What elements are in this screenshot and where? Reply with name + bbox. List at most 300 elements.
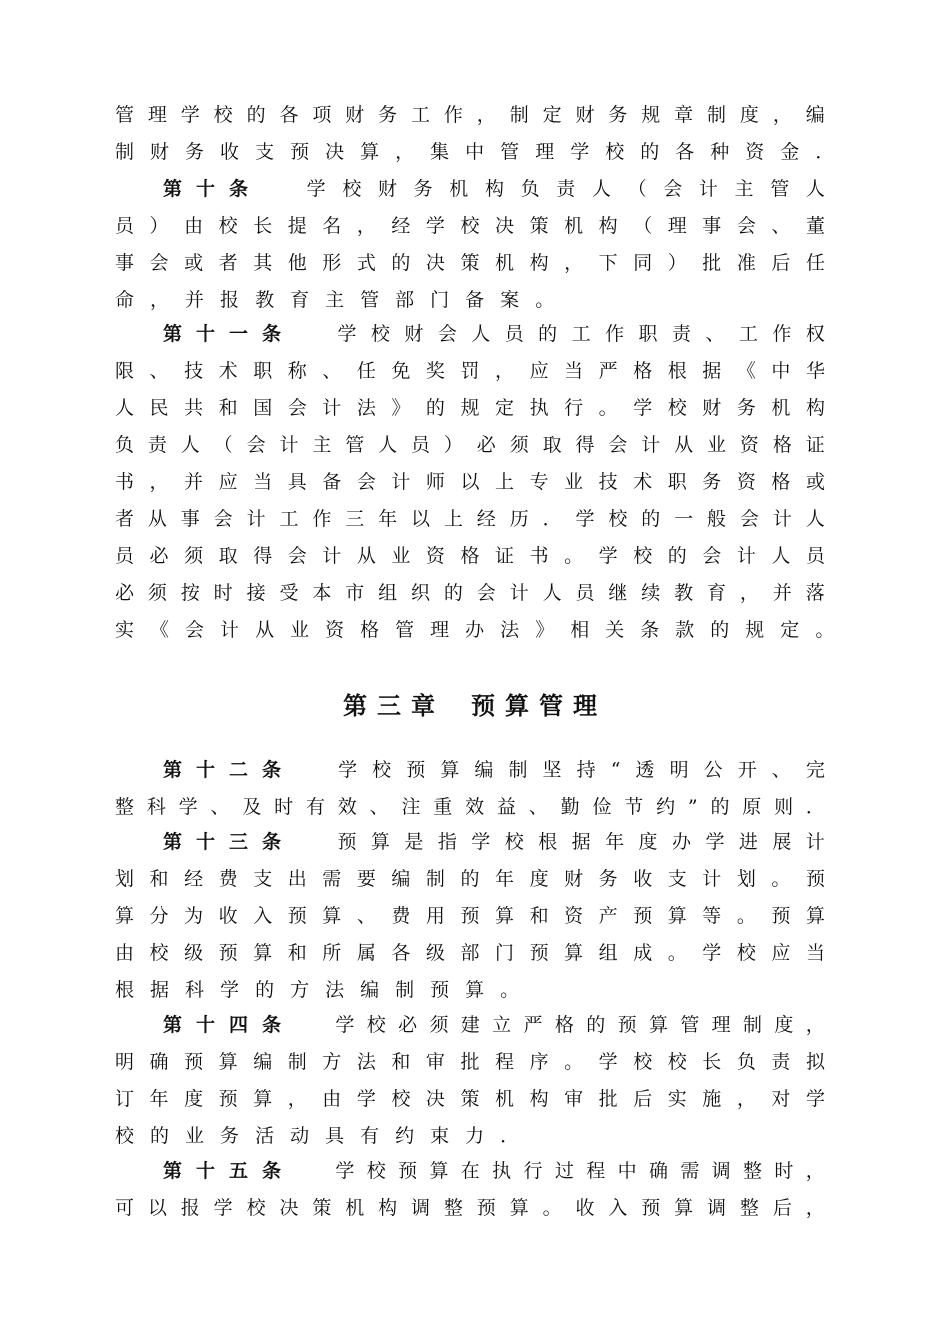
text-char: 时 <box>274 796 294 818</box>
text-char: ， <box>805 1160 825 1182</box>
text-char: 的 <box>586 1014 606 1036</box>
text-char: 束 <box>430 1125 450 1147</box>
text-char: ． <box>500 1125 520 1147</box>
text-line <box>163 828 825 856</box>
text-char: 或 <box>805 471 825 493</box>
text-char: 计 <box>702 868 722 890</box>
text-char: 决 <box>325 141 345 163</box>
text-line <box>115 542 825 570</box>
text-char: 指 <box>437 831 457 853</box>
text-char: 据 <box>150 979 170 1001</box>
text-char: 收 <box>218 905 238 927</box>
text-char: 各 <box>391 942 411 964</box>
text-char: 负 <box>736 1051 756 1073</box>
text-char: 准 <box>736 252 756 274</box>
text-char: 负 <box>520 178 540 200</box>
text-char: 算 <box>253 1088 273 1110</box>
text-char: 工 <box>738 323 758 345</box>
text-char: 和 <box>287 942 307 964</box>
text-char: 的 <box>460 868 480 890</box>
text-char: 从 <box>147 508 167 530</box>
text-char: 人 <box>115 397 135 419</box>
text-char: 学 <box>337 323 357 345</box>
text-char: 构 <box>529 1088 549 1110</box>
text-char: 审 <box>564 1088 584 1110</box>
text-char: 工 <box>571 323 591 345</box>
text-char: 由 <box>184 215 204 237</box>
text-char: ． <box>815 141 835 163</box>
text-char: 定 <box>780 619 800 641</box>
text-char: 理 <box>667 215 687 237</box>
text-char: 部 <box>460 942 480 964</box>
text-char: 业 <box>564 471 584 493</box>
text-char: 制 <box>509 104 529 126</box>
text-char: 免 <box>391 360 411 382</box>
text-char: 员 <box>411 434 431 456</box>
text-char: 收 <box>575 1197 595 1219</box>
text-char: 校 <box>218 215 238 237</box>
text-char: 编 <box>360 979 380 1001</box>
text-char: 管 <box>680 1014 700 1036</box>
text-char: 人 <box>180 434 200 456</box>
text-char: 学 <box>702 942 722 964</box>
text-char: 的 <box>246 104 266 126</box>
text-char: 并 <box>772 582 792 604</box>
text-char: 机 <box>495 1088 515 1110</box>
text-char: 调 <box>411 1197 431 1219</box>
text-char: 务 <box>702 471 722 493</box>
text-char: 按 <box>180 582 200 604</box>
text-char: 制 <box>115 141 135 163</box>
text-char: 必 <box>115 582 135 604</box>
text-char: 力 <box>465 1125 485 1147</box>
text-line <box>115 1122 825 1150</box>
text-char: 持 <box>576 759 596 781</box>
text-char: 、 <box>705 323 725 345</box>
text-char: 效 <box>465 796 485 818</box>
text-char: 校 <box>149 942 169 964</box>
text-char: 董 <box>805 215 825 237</box>
text-char: 制 <box>707 104 727 126</box>
text-char: 支 <box>667 868 687 890</box>
text-char: 提 <box>287 215 307 237</box>
chapter-title: 预算管理 <box>471 691 607 720</box>
text-char: 的 <box>150 1125 170 1147</box>
text-char: 以 <box>147 1197 167 1219</box>
text-char: 办 <box>465 619 485 641</box>
text-char: 校 <box>667 1051 687 1073</box>
text-char: ， <box>739 582 759 604</box>
text-char: 财 <box>150 141 170 163</box>
text-char: 学 <box>471 831 491 853</box>
text-char: 算 <box>218 1051 238 1073</box>
text-char: 预 <box>641 1197 661 1219</box>
text-char: 约 <box>656 796 676 818</box>
text-char: 效 <box>337 796 357 818</box>
text-char: 方 <box>322 1051 342 1073</box>
text-char: 必 <box>398 1014 418 1036</box>
text-char: 计 <box>322 545 342 567</box>
text-char: 具 <box>287 471 307 493</box>
text-char: 责 <box>147 434 167 456</box>
text-char: 接 <box>246 582 266 604</box>
text-char: 从 <box>674 434 694 456</box>
text-char: 学 <box>213 1197 233 1219</box>
text-char: 格 <box>633 360 653 382</box>
text-char: 人 <box>591 178 611 200</box>
text-char: 工 <box>411 104 431 126</box>
text-char: 算 <box>648 1014 668 1036</box>
text-char: 度 <box>184 1088 204 1110</box>
text-line <box>115 212 825 240</box>
text-char: 开 <box>737 759 757 781</box>
text-char: 。 <box>771 868 791 890</box>
text-char: 校 <box>667 397 687 419</box>
text-char: 须 <box>429 1014 449 1036</box>
text-char: 管 <box>360 289 380 311</box>
text-char: 策 <box>312 1197 332 1219</box>
text-char: 《 <box>736 360 756 382</box>
text-char: 格 <box>554 1014 574 1036</box>
text-char: 管 <box>770 178 790 200</box>
text-char: 长 <box>702 1051 722 1073</box>
text-line <box>115 468 825 496</box>
text-char: 时 <box>213 582 233 604</box>
text-char: 教 <box>255 289 275 311</box>
text-char: 校 <box>246 1197 266 1219</box>
text-char: 会 <box>739 508 759 530</box>
text-char: 后 <box>633 1088 653 1110</box>
text-char: 算 <box>805 905 825 927</box>
text-char: 有 <box>305 796 325 818</box>
text-char: 》 <box>535 619 555 641</box>
text-char: 责 <box>556 178 576 200</box>
text-char: 定 <box>542 104 562 126</box>
text-char: 。 <box>667 942 687 964</box>
text-line <box>163 1157 825 1185</box>
text-char: 机 <box>345 1197 365 1219</box>
text-char: 会 <box>185 619 205 641</box>
text-line <box>115 939 825 967</box>
text-char: 款 <box>675 619 695 641</box>
text-char: 章 <box>674 104 694 126</box>
text-char: 学 <box>306 178 326 200</box>
text-char: 会 <box>287 545 307 567</box>
text-char: 重 <box>433 796 453 818</box>
text-char: 。 <box>815 619 835 641</box>
text-char: ， <box>356 215 376 237</box>
text-char: ” <box>687 796 698 818</box>
text-char: 施 <box>702 1088 722 1110</box>
text-char: 名 <box>322 215 342 237</box>
text-char: 须 <box>184 545 204 567</box>
text-char: 规 <box>460 397 480 419</box>
text-char: 坚 <box>542 759 562 781</box>
text-char: 关 <box>605 619 625 641</box>
article-number: 第十二条 <box>163 759 296 781</box>
text-char: 计 <box>736 545 756 567</box>
text-char: 学 <box>705 831 725 853</box>
text-char: 员 <box>115 215 135 237</box>
text-char: 、 <box>210 796 230 818</box>
text-char: 会 <box>246 434 266 456</box>
text-char: 育 <box>290 289 310 311</box>
text-char: 批 <box>460 1051 480 1073</box>
text-char: 格 <box>360 619 380 641</box>
text-char: 管 <box>395 619 415 641</box>
text-char: 的 <box>255 979 275 1001</box>
text-char: ， <box>495 360 515 382</box>
text-char: 制 <box>395 979 415 1001</box>
text-char: 作 <box>772 323 792 345</box>
text-char: 属 <box>356 942 376 964</box>
text-char: 理 <box>147 104 167 126</box>
text-char: 预 <box>218 942 238 964</box>
text-char: 理 <box>711 1014 731 1036</box>
text-char: 会 <box>437 323 457 345</box>
text-char: 长 <box>253 215 273 237</box>
text-char: 书 <box>529 545 549 567</box>
text-char: 财 <box>564 868 584 890</box>
text-char: 组 <box>378 582 398 604</box>
text-line <box>115 579 825 607</box>
text-char: 审 <box>425 1051 445 1073</box>
text-char: 度 <box>638 831 658 853</box>
text-char: 明 <box>669 759 689 781</box>
text-char: 批 <box>702 252 722 274</box>
text-char: 资 <box>425 545 445 567</box>
text-char: 对 <box>771 1088 791 1110</box>
text-char: 式 <box>356 252 376 274</box>
text-char: 业 <box>185 1125 205 1147</box>
text-char: ． <box>805 796 825 818</box>
text-char: 划 <box>115 868 135 890</box>
text-char: ． <box>542 508 562 530</box>
text-char: 管 <box>500 141 520 163</box>
text-char: 事 <box>702 215 722 237</box>
text-char: 校 <box>633 545 653 567</box>
text-char: 条 <box>640 619 660 641</box>
text-char: 的 <box>538 323 558 345</box>
text-char: 校 <box>370 323 390 345</box>
text-char: 收 <box>633 868 653 890</box>
text-char: 后 <box>772 1197 792 1219</box>
text-char: 出 <box>287 868 307 890</box>
text-char: 受 <box>279 582 299 604</box>
text-char: ） <box>443 434 463 456</box>
text-char: 务 <box>413 178 433 200</box>
text-char: 具 <box>325 1125 345 1147</box>
text-char: 必 <box>149 545 169 567</box>
text-char: 预 <box>398 1160 418 1182</box>
text-char: 科 <box>146 796 166 818</box>
text-char: 预 <box>218 1088 238 1110</box>
text-char: 上 <box>443 508 463 530</box>
text-char: 形 <box>322 252 342 274</box>
text-char: 财 <box>575 104 595 126</box>
text-char: 财 <box>404 323 424 345</box>
text-char: （ <box>213 434 233 456</box>
text-char: 共 <box>184 397 204 419</box>
text-char: 任 <box>805 252 825 274</box>
text-char: 分 <box>149 905 169 927</box>
text-char: 学 <box>425 215 445 237</box>
text-char: 决 <box>495 215 515 237</box>
text-char: 从 <box>356 545 376 567</box>
text-char: 俭 <box>592 796 612 818</box>
text-char: 业 <box>391 545 411 567</box>
text-char: 一 <box>674 508 694 530</box>
text-char: 。 <box>564 545 584 567</box>
text-char: 各 <box>279 104 299 126</box>
text-char: 是 <box>404 831 424 853</box>
text-char: 年 <box>495 868 515 890</box>
text-char: 校 <box>213 104 233 126</box>
text-char: 算 <box>440 759 460 781</box>
text-char: 实 <box>115 619 135 641</box>
text-char: 务 <box>598 868 618 890</box>
text-char: ， <box>395 141 415 163</box>
text-line <box>115 357 825 385</box>
text-char: 调 <box>707 1197 727 1219</box>
text-char: 确 <box>149 1051 169 1073</box>
text-char: 学 <box>335 1160 355 1182</box>
text-char: 须 <box>509 434 529 456</box>
text-char: 确 <box>648 1160 668 1182</box>
text-char: 人 <box>542 582 562 604</box>
text-char: 会 <box>608 434 628 456</box>
text-char: 整 <box>115 796 135 818</box>
text-char: 预 <box>476 1197 496 1219</box>
text-char: 得 <box>253 545 273 567</box>
text-char: 行 <box>523 1160 543 1182</box>
text-char: 进 <box>738 831 758 853</box>
text-char: 校 <box>391 1088 411 1110</box>
text-char: 项 <box>312 104 332 126</box>
text-char: 中 <box>465 141 485 163</box>
text-char: 构 <box>805 397 825 419</box>
text-char: 各 <box>675 141 695 163</box>
text-char: 算 <box>509 1197 529 1219</box>
text-char: 的 <box>641 508 661 530</box>
text-char: 相 <box>570 619 590 641</box>
text-char: 计 <box>698 178 718 200</box>
text-char: 并 <box>185 289 205 311</box>
text-char: 订 <box>115 1088 135 1110</box>
text-char: 预 <box>805 868 825 890</box>
text-char: 的 <box>425 397 445 419</box>
text-char: 校 <box>633 1051 653 1073</box>
text-char: 法 <box>500 619 520 641</box>
text-char: 者 <box>218 252 238 274</box>
text-char: 继 <box>608 582 628 604</box>
text-line <box>163 320 825 348</box>
text-char: 经 <box>476 508 496 530</box>
text-char: ） <box>149 215 169 237</box>
text-char: 经 <box>184 868 204 890</box>
text-char: 取 <box>218 545 238 567</box>
text-char: 算 <box>667 905 687 927</box>
text-char: 及 <box>242 796 262 818</box>
text-char: 整 <box>443 1197 463 1219</box>
text-char: 公 <box>703 759 723 781</box>
text-char: ， <box>736 1088 756 1110</box>
text-char: 度 <box>739 104 759 126</box>
text-char: 编 <box>391 868 411 890</box>
text-char: 书 <box>115 471 135 493</box>
text-char: 算 <box>674 1197 694 1219</box>
text-char: 整 <box>743 1160 763 1182</box>
text-char: 。 <box>500 979 520 1001</box>
text-char: 本 <box>312 582 332 604</box>
text-char: 法 <box>325 979 345 1001</box>
text-line <box>115 505 825 533</box>
text-char: 集 <box>430 141 450 163</box>
text-char: 学 <box>220 979 240 1001</box>
text-char: 预 <box>287 905 307 927</box>
text-char: 员 <box>115 545 135 567</box>
text-char: 务 <box>220 1125 240 1147</box>
text-char: 制 <box>508 759 528 781</box>
text-char: 责 <box>671 323 691 345</box>
text-char: 支 <box>255 141 275 163</box>
text-char: 编 <box>253 1051 273 1073</box>
text-char: 会 <box>213 508 233 530</box>
text-char: 度 <box>529 868 549 890</box>
text-char: 学 <box>178 796 198 818</box>
text-char: 备 <box>322 471 342 493</box>
text-char: 、 <box>322 360 342 382</box>
text-char: 。 <box>564 1051 584 1073</box>
text-char: 华 <box>805 360 825 382</box>
text-char: 职 <box>638 323 658 345</box>
text-char: 学 <box>633 397 653 419</box>
text-char: 算 <box>465 979 485 1001</box>
text-char: 算 <box>115 905 135 927</box>
text-char: 技 <box>598 471 618 493</box>
text-char: 的 <box>391 252 411 274</box>
text-char: 取 <box>542 434 562 456</box>
text-char: 术 <box>218 360 238 382</box>
text-line <box>115 1194 825 1222</box>
text-char: 制 <box>425 868 445 890</box>
text-char: 》 <box>391 397 411 419</box>
text-char: 机 <box>495 252 515 274</box>
text-char: 资 <box>325 619 345 641</box>
text-char: 的 <box>640 141 660 163</box>
text-char: 务 <box>378 104 398 126</box>
text-char: 产 <box>598 905 618 927</box>
text-char: 策 <box>460 252 480 274</box>
text-char: 明 <box>115 1051 135 1073</box>
text-char: 当 <box>564 360 584 382</box>
text-char: 应 <box>529 360 549 382</box>
text-char: 务 <box>736 397 756 419</box>
text-char: 会 <box>736 215 756 237</box>
text-char: 所 <box>322 942 342 964</box>
text-char: 勤 <box>560 796 580 818</box>
text-char: 预 <box>460 905 480 927</box>
text-char: 限 <box>115 360 135 382</box>
text-char: 以 <box>411 508 431 530</box>
text-char: 节 <box>624 796 644 818</box>
text-char: 学 <box>598 545 618 567</box>
text-char: 者 <box>115 508 135 530</box>
text-char: 办 <box>671 831 691 853</box>
text-char: 计 <box>220 619 240 641</box>
text-char: 预 <box>771 905 791 927</box>
text-char: ， <box>772 104 792 126</box>
